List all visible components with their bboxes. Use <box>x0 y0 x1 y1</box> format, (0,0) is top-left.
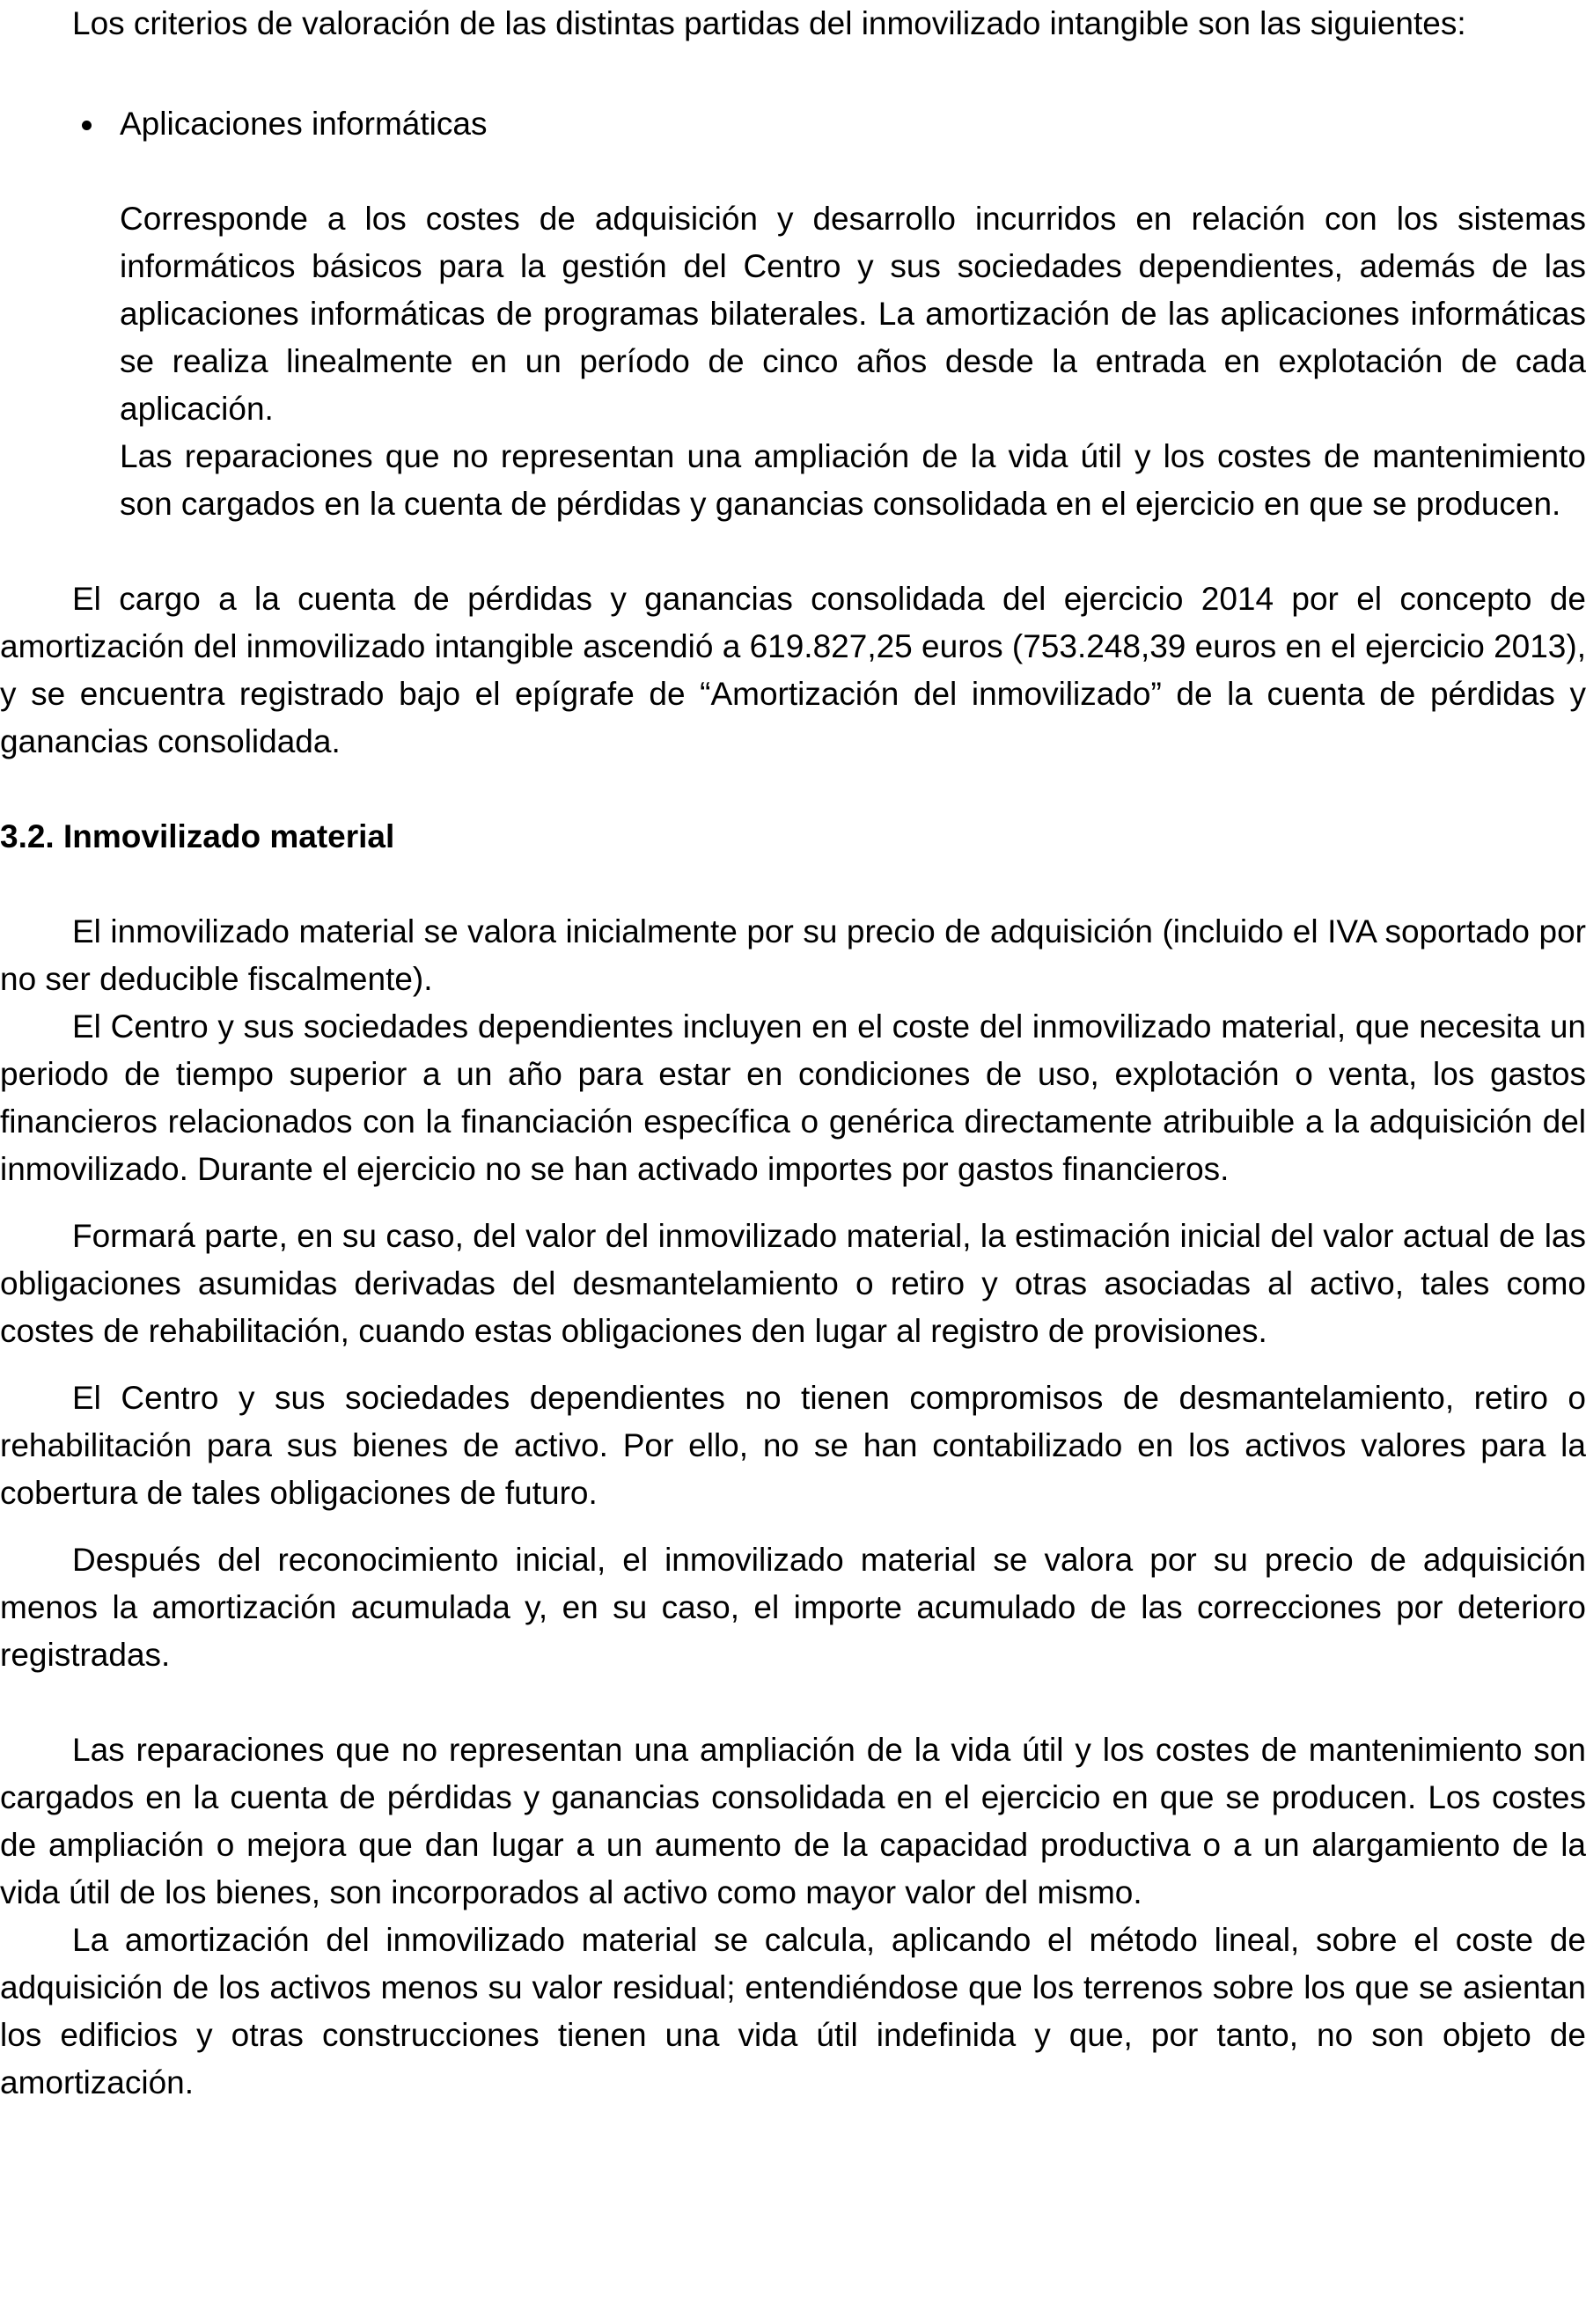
body-paragraph: El Centro y sus sociedades dependientes no tienen compromisos de desmantelamiento, retiro o rehabilitación para sus bienes de activo. Por ello, no se han contabilizado en los activos valores para la cobertura de tales obligaciones de futuro. <box>0 1380 1586 1511</box>
spacer <box>0 1193 1586 1213</box>
spacer <box>0 148 1586 195</box>
body-paragraph: El inmovilizado material se valora inicialmente por su precio de adquisición (incluido el IVA soportado por no ser deducible fiscalmente). <box>0 913 1586 997</box>
bullet-title-text: Aplicaciones informáticas <box>120 106 488 142</box>
body-paragraph: El Centro y sus sociedades dependientes incluyen en el coste del inmovilizado material, que necesita un periodo de tiempo superior a un año para estar en condiciones de uso, explotación o venta, los gastos financieros relacionados con la financiación específica o genérica directamente atribuible a la adquisición del inmovilizado. Durante el ejercicio no se han activado importes por gastos financieros. <box>0 1008 1586 1187</box>
intro-paragraph: Los criterios de valoración de las distintas partidas del inmovilizado intangible son las siguientes: <box>72 5 1466 41</box>
body-paragraph: Después del reconocimiento inicial, el inmovilizado material se valora por su precio de adquisición menos la amortización acumulada y, en su caso, el importe acumulado de las correcciones por deterioro registradas. <box>0 1542 1586 1673</box>
bullet-icon <box>82 121 92 130</box>
body-paragraph: Las reparaciones que no representan una ampliación de la vida útil y los costes de mantenimiento son cargados en la cuenta de pérdidas y ganancias consolidada en el ejercicio en que se producen. Los costes de ampliación o mejora que dan lugar a un aumento de la capacidad productiva o a un alargamiento de la vida útil de los bienes, son incorporados al activo como mayor valor del mismo. <box>0 1732 1586 1910</box>
bullet-body-paragraph: Corresponde a los costes de adquisición y desarrollo incurridos en relación con los sistemas informáticos básicos para la gestión del Centro y sus sociedades dependientes, además de las aplicaciones informáticas de programas bilaterales. La amortización de las aplicaciones informáticas se realiza linealmente en un período de cinco años desde la entrada en explotación de cada aplicación. <box>120 201 1586 427</box>
spacer <box>0 1355 1586 1375</box>
spacer <box>0 48 1586 100</box>
body-paragraph: Formará parte, en su caso, del valor del inmovilizado material, la estimación inicial del valor actual de las obligaciones asumidas derivadas del desmantelamiento o retiro y otras asociadas al activo, tales como costes de rehabilitación, cuando estas obligaciones den lugar al registro de provisiones. <box>0 1218 1586 1349</box>
section-heading: 3.2. Inmovilizado material <box>0 818 395 854</box>
spacer <box>0 861 1586 908</box>
bullet-body-paragraph: Las reparaciones que no representan una ampliación de la vida útil y los costes de mantenimiento son cargados en la cuenta de pérdidas y ganancias consolidada en el ejercicio en que se producen. <box>120 438 1586 522</box>
spacer <box>0 1679 1586 1727</box>
spacer <box>0 766 1586 813</box>
spacer <box>0 1517 1586 1536</box>
body-paragraph: La amortización del inmovilizado material se calcula, aplicando el método lineal, sobre el coste de adquisición de los activos menos su valor residual; entendiéndose que los terrenos sobre los que se asientan los edificios y otras construcciones tienen una vida útil indefinida y que, por tanto, no son objeto de amortización. <box>0 1922 1586 2100</box>
bullet-title <box>0 100 1586 148</box>
spacer <box>0 528 1586 576</box>
amortization-paragraph: El cargo a la cuenta de pérdidas y ganancias consolidada del ejercicio 2014 por el concepto de amortización del inmovilizado intangible ascendió a 619.827,25 euros (753.248,39 euros en el ejercicio 2013), y se encuentra registrado bajo el epígrafe de “Amortización del inmovilizado” de la cuenta de pérdidas y ganancias consolidada. <box>0 581 1586 759</box>
